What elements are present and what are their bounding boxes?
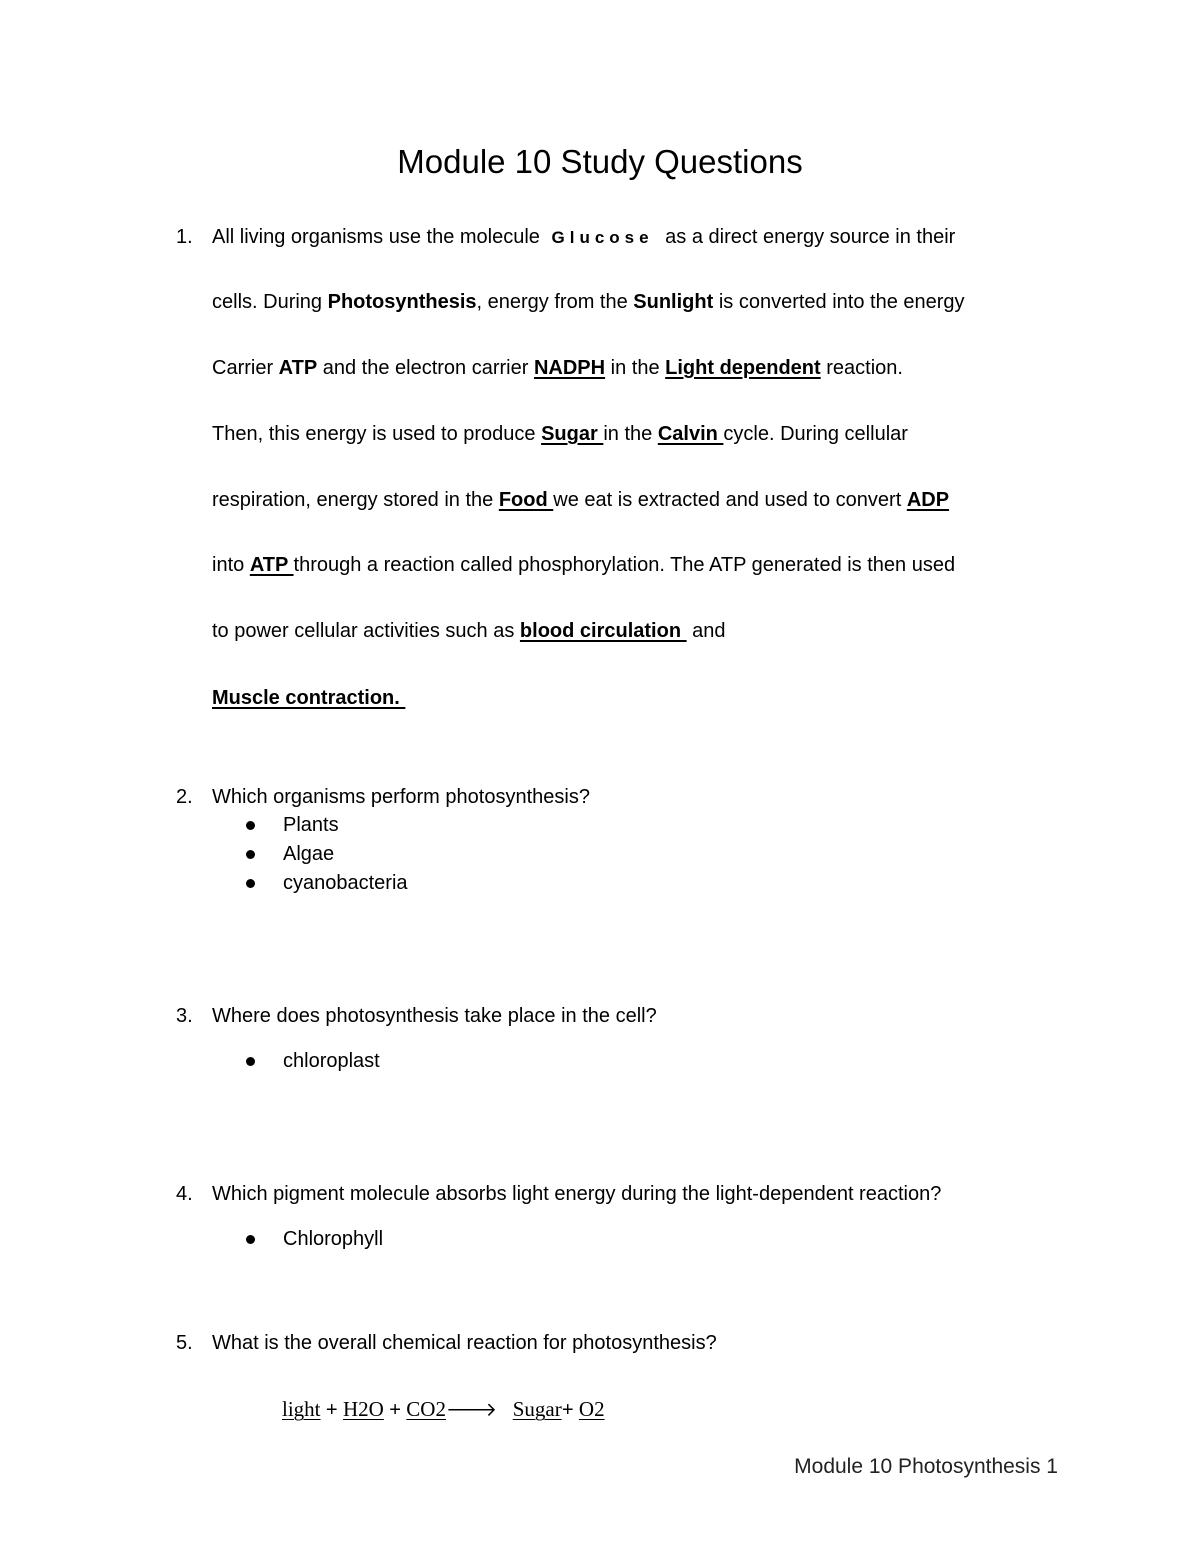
q1-line-5 [212, 485, 949, 515]
q1-line-7 [212, 616, 726, 646]
text: Then, this energy is used to produce [212, 423, 542, 445]
text: reaction. [820, 357, 903, 379]
text: All living organisms use the molecule [212, 226, 546, 248]
equation-term: CO2 [406, 1397, 446, 1421]
atp-answer: ATP [278, 357, 318, 379]
question-text: Which organisms perform photosynthesis? [212, 786, 590, 808]
glucose-answer: Glucose [551, 228, 654, 247]
answer-item: cyanobacteria [283, 872, 408, 894]
q1-line-2 [212, 287, 965, 317]
atp-answer-2: ATP [249, 554, 294, 576]
equation-term: light [282, 1397, 321, 1421]
question-number: 4. [176, 1183, 193, 1205]
answer-item: Chlorophyll [283, 1228, 384, 1250]
food-answer: Food [498, 489, 554, 511]
equation-term: O2 [578, 1397, 605, 1421]
text: we eat is extracted and used to convert [553, 489, 907, 511]
nadph-answer: NADPH [533, 357, 606, 379]
bullet-icon [246, 1235, 255, 1244]
text: Carrier [212, 357, 279, 379]
text: in the [605, 357, 666, 379]
text: is converted into the energy [713, 291, 965, 313]
sunlight-answer: Sunlight [633, 291, 714, 313]
question-number: 5. [176, 1332, 193, 1354]
muscle-contraction-answer: Muscle contraction. [212, 687, 406, 709]
photosynthesis-answer: Photosynthesis [327, 291, 477, 313]
question-number: 2. [176, 786, 193, 808]
question-number: 3. [176, 1005, 193, 1027]
bullet-icon [246, 850, 255, 859]
text: through a reaction called phosphorylation. The ATP generated is then used [293, 554, 956, 576]
page-title: Module 10 Study Questions [397, 143, 803, 180]
text: to power cellular activities such as [212, 620, 520, 642]
text: cells. During [212, 291, 328, 313]
q1-line-1 [212, 222, 955, 252]
q1-line-3 [212, 353, 903, 383]
calvin-answer: Calvin [657, 423, 724, 445]
text: cycle. During cellular [723, 423, 908, 445]
adp-answer: ADP [906, 489, 950, 511]
question-text: Which pigment molecule absorbs light energy during the light-dependent reaction? [212, 1183, 942, 1205]
text: into [212, 554, 250, 576]
text: and [686, 620, 726, 642]
q1-line-6 [212, 550, 955, 580]
bullet-icon [246, 1057, 255, 1066]
plus-sign: + [561, 1397, 579, 1421]
bullet-icon [246, 821, 255, 830]
q1-line-8 [212, 683, 405, 713]
light-dependent-answer: Light dependent [665, 357, 821, 379]
question-number: 1. [176, 226, 193, 248]
spacer [497, 1397, 513, 1421]
plus-sign: + [383, 1397, 407, 1421]
q1-line-4 [212, 419, 908, 449]
sugar-answer: Sugar [541, 423, 604, 445]
answer-item: Plants [283, 814, 339, 836]
text: respiration, energy stored in the [212, 489, 499, 511]
equation-term: Sugar [512, 1397, 562, 1421]
arrow-right-icon: 🡒 [445, 1399, 497, 1421]
question-text: Where does photosynthesis take place in the cell? [212, 1005, 657, 1027]
bullet-icon [246, 879, 255, 888]
plus-sign: + [320, 1397, 343, 1421]
answer-item: Algae [283, 843, 335, 865]
page-footer: Module 10 Photosynthesis 1 [794, 1455, 1058, 1478]
text: in the [603, 423, 658, 445]
answer-item: chloroplast [283, 1050, 380, 1072]
photosynthesis-equation [282, 1394, 605, 1424]
text: as a direct energy source in their [659, 226, 956, 248]
equation-term: H2O [342, 1397, 384, 1421]
text: , energy from the [476, 291, 634, 313]
blood-circulation-answer: blood circulation [519, 620, 687, 642]
question-text: What is the overall chemical reaction for photosynthesis? [212, 1332, 717, 1354]
text: and the electron carrier [317, 357, 534, 379]
